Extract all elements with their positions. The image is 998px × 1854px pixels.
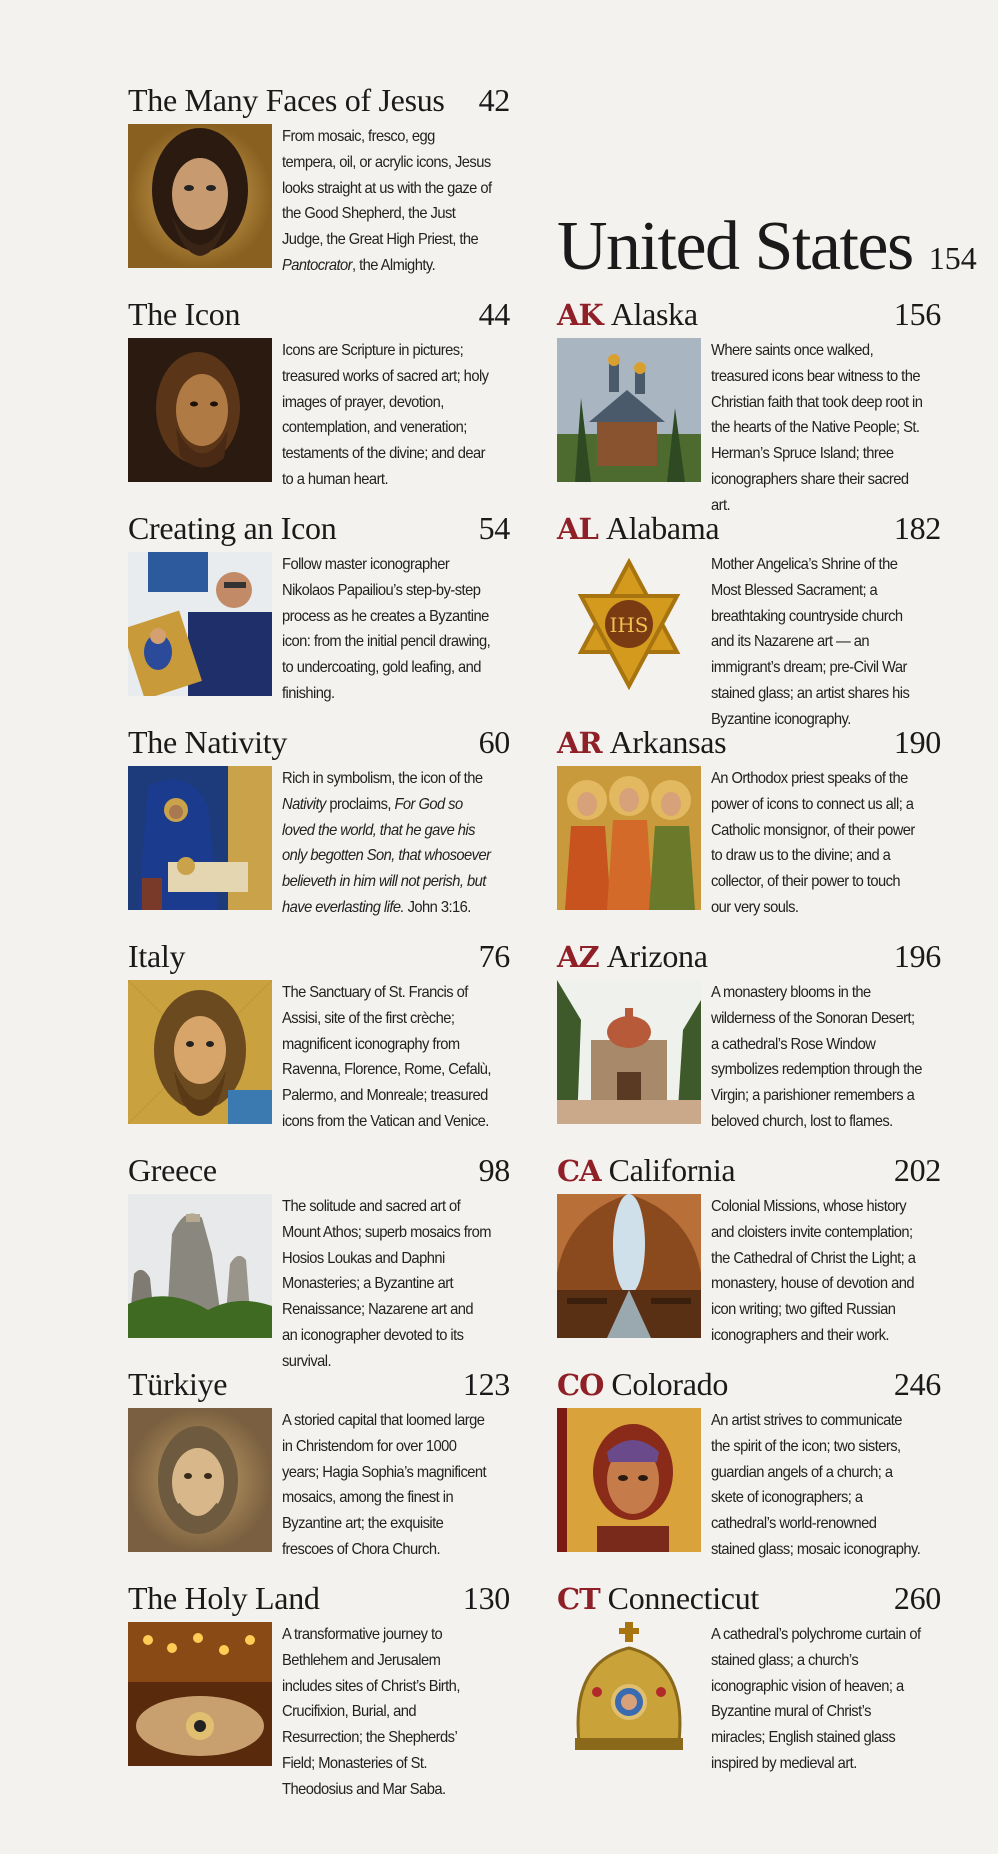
entry-heading [557, 1580, 941, 1620]
entry-heading [128, 938, 510, 978]
description-text: From mosaic, fresco, egg tempera, oil, or acrylic icons, Jesus looks straight at us with the gaze of the Good Shepherd, the Just Judge, the Great High Priest, the [282, 128, 492, 249]
entry-page-number: 123 [462, 1366, 510, 1402]
entry-title-group [128, 296, 240, 332]
entry-title: Arkansas [609, 724, 727, 760]
entry-body [557, 1194, 941, 1349]
entry-title: Türkiye [128, 1366, 228, 1402]
entry-thumbnail-image [557, 766, 701, 910]
entry-heading [128, 1366, 510, 1406]
entry-heading [128, 724, 510, 764]
state-abbreviation: CT [557, 1582, 600, 1616]
toc-entry[interactable] [557, 1152, 941, 1349]
entry-thumbnail-image [128, 1408, 272, 1552]
entry-heading [128, 1152, 510, 1192]
description-text: An Orthodox priest speaks of the power of icons to connect us all; a Catholic monsignor, of their power to draw us to the divine; and a collector, of their power to touch our very souls. [711, 770, 915, 916]
entry-description [711, 1194, 923, 1349]
entry-page-number: 202 [893, 1152, 941, 1188]
entry-description [282, 1194, 492, 1375]
toc-entry[interactable] [128, 1152, 510, 1375]
entry-body [128, 1408, 510, 1563]
toc-entry[interactable] [128, 1580, 510, 1803]
entry-title-group [557, 1366, 728, 1403]
entry-thumbnail-image [557, 1622, 701, 1766]
toc-entry[interactable] [128, 82, 510, 279]
entry-heading [128, 1580, 510, 1620]
entry-body [557, 552, 941, 733]
entry-title: California [608, 1152, 736, 1188]
section-title: United States [557, 208, 913, 285]
entry-description [711, 980, 923, 1135]
entry-page-number: 246 [893, 1366, 941, 1402]
entry-title-group [557, 296, 698, 333]
entry-thumbnail-image [128, 124, 272, 268]
entry-heading [128, 510, 510, 550]
entry-title: Alaska [610, 296, 698, 332]
description-italic-text: Pantocrator [282, 256, 353, 274]
toc-entry[interactable] [128, 938, 510, 1135]
entry-title-group [557, 938, 708, 975]
toc-entry[interactable] [557, 510, 941, 733]
toc-entry[interactable] [128, 510, 510, 707]
entry-body [557, 338, 941, 519]
description-text: Colonial Missions, whose history and cloisters invite contemplation; the Cathedral of Christ the Light; a monastery, house of devotion and icon writing; two gifted Russian iconographers and their work. [711, 1198, 916, 1344]
description-text: Icons are Scripture in pictures; treasured works of sacred art; holy images of prayer, devotion, contemplation, and veneration; testaments of the divine; and dear to a human heart. [282, 342, 489, 488]
description-text: A storied capital that loomed large in Christendom for over 1000 years; Hagia Sophia’s magnificent mosaics, among the finest in Byzantine art; the exquisite frescoes of Chora Church. [282, 1412, 487, 1558]
entry-thumbnail-image [557, 1194, 701, 1338]
entry-body [128, 124, 510, 279]
entry-description [282, 766, 492, 921]
entry-page-number: 54 [478, 510, 510, 546]
entry-description [711, 338, 923, 519]
entry-thumbnail-image [128, 1194, 272, 1338]
state-abbreviation: CA [557, 1154, 601, 1188]
entry-heading [557, 1152, 941, 1192]
entry-page-number: 190 [893, 724, 941, 760]
section-page-number: 154 [928, 240, 977, 276]
entry-thumbnail-image [557, 1408, 701, 1552]
description-text: John 3:16. [404, 898, 471, 916]
entry-page-number: 182 [893, 510, 941, 546]
entry-page-number: 98 [478, 1152, 510, 1188]
entry-description [282, 1622, 492, 1803]
description-italic-text: For God so loved the world, that he gave his only begotten Son, that whosoever believeth in him will not perish, but have everlasting life. [282, 795, 491, 916]
entry-thumbnail-image [128, 1622, 272, 1766]
entry-heading [128, 82, 510, 122]
description-text: proclaims, [325, 795, 395, 813]
entry-heading [557, 296, 941, 336]
toc-entry[interactable] [557, 1366, 941, 1563]
entry-description [282, 338, 492, 493]
entry-description [711, 552, 923, 733]
entry-page-number: 44 [478, 296, 510, 332]
entry-thumbnail-image [128, 766, 272, 910]
entry-heading [557, 1366, 941, 1406]
description-text: Mother Angelica’s Shrine of the Most Blessed Sacrament; a breathtaking countryside church and its Nazarene art — an immigrant’s dream; pre-Civil War stained glass; an artist shares his Byzantine iconography. [711, 556, 910, 728]
entry-thumbnail-image [128, 980, 272, 1124]
entry-body [557, 980, 941, 1135]
state-abbreviation: AZ [557, 940, 599, 974]
entry-description [282, 1408, 492, 1563]
entry-body [557, 766, 941, 921]
description-italic-text: Nativity [282, 795, 326, 813]
entry-thumbnail-image [128, 338, 272, 482]
description-text: The Sanctuary of St. Francis of Assisi, site of the first crèche; magnificent iconography from Ravenna, Florence, Rome, Cefalù, Palermo, and Monreale; treasured icons from the Vatican and Venice. [282, 984, 491, 1130]
description-text: , the Almighty. [352, 256, 436, 274]
entry-title-group [128, 1152, 217, 1188]
entry-thumbnail-image [557, 980, 701, 1124]
state-abbreviation: AR [557, 726, 602, 760]
toc-entry[interactable] [557, 724, 941, 921]
toc-entry[interactable] [557, 1580, 941, 1777]
entry-body [557, 1408, 941, 1563]
entry-title-group [128, 510, 336, 546]
entry-body [128, 338, 510, 493]
description-text: A transformative journey to Bethlehem and Jerusalem includes sites of Christ’s Birth, Crucifixion, Burial, and Resurrection; the Shepherds’ Field; Monasteries of St. Theodosius and Mar Saba. [282, 1626, 460, 1798]
toc-entry[interactable] [557, 296, 941, 519]
entry-thumbnail-image [557, 338, 701, 482]
entry-heading [557, 510, 941, 550]
entry-title: The Icon [128, 296, 241, 332]
entry-description [282, 552, 492, 707]
entry-page-number: 60 [478, 724, 510, 760]
entry-title-group [557, 510, 719, 547]
entry-body [128, 552, 510, 707]
entry-thumbnail-image [557, 552, 701, 696]
entry-title-group [128, 724, 287, 760]
description-text: The solitude and sacred art of Mount Athos; superb mosaics from Hosios Loukas and Daphni Monasteries; a Byzantine art Renaissance; Nazarene art and an iconographer devoted to its survival. [282, 1198, 491, 1370]
state-abbreviation: AK [557, 298, 603, 332]
section-heading-united-states [557, 208, 977, 285]
entry-body [128, 1194, 510, 1375]
toc-entry[interactable] [128, 724, 510, 921]
entry-body [128, 766, 510, 921]
description-text: Follow master iconographer Nikolaos Papailiou’s step-by-step process as he creates a Byzantine icon: from the initial pencil drawing, to undercoating, gold leafing, and finishing. [282, 556, 491, 702]
entry-body [128, 980, 510, 1135]
entry-title: The Many Faces of Jesus [128, 82, 445, 118]
toc-entry[interactable] [128, 296, 510, 493]
entry-title: Connecticut [607, 1580, 759, 1616]
entry-title: The Nativity [128, 724, 288, 760]
entry-heading [557, 724, 941, 764]
entry-title-group [557, 724, 726, 761]
description-text: An artist strives to communicate the spirit of the icon; two sisters, guardian angels of a church; a skete of iconographers; a cathedral’s world-renowned stained glass; mosaic iconography. [711, 1412, 921, 1558]
entry-title: Creating an Icon [128, 510, 337, 546]
entry-body [557, 1622, 941, 1777]
entry-page-number: 42 [478, 82, 510, 118]
entry-title-group [128, 82, 445, 118]
entry-body [128, 1622, 510, 1803]
entry-page-number: 156 [893, 296, 941, 332]
entry-title: Arizona [606, 938, 708, 974]
entry-title-group [557, 1580, 759, 1617]
description-text: A monastery blooms in the wilderness of the Sonoran Desert; a cathedral’s Rose Window symbolizes redemption through the Virgin; a parishioner remembers a beloved church, lost to flames. [711, 984, 922, 1130]
toc-entry[interactable] [128, 1366, 510, 1563]
entry-title-group [128, 938, 185, 974]
description-text: A cathedral’s polychrome curtain of stained glass; a church’s iconographic vision of heaven; a Byzantine mural of Christ’s miracles; English stained glass inspired by medieval art. [711, 1626, 921, 1772]
entry-title: The Holy Land [128, 1580, 320, 1616]
entry-title-group [557, 1152, 735, 1189]
state-abbreviation: AL [557, 512, 598, 546]
entry-title: Colorado [611, 1366, 729, 1402]
entry-description [711, 1622, 923, 1777]
description-text: Rich in symbolism, the icon of the [282, 770, 483, 787]
toc-entry[interactable] [557, 938, 941, 1135]
entry-description [282, 124, 492, 279]
entry-title-group [128, 1580, 320, 1616]
entry-description [711, 1408, 923, 1563]
entry-thumbnail-image [128, 552, 272, 696]
state-abbreviation: CO [557, 1368, 604, 1402]
entry-title: Greece [128, 1152, 217, 1188]
entry-heading [128, 296, 510, 336]
entry-description [711, 766, 923, 921]
entry-page-number: 76 [478, 938, 510, 974]
entry-title: Italy [128, 938, 186, 974]
entry-page-number: 260 [893, 1580, 941, 1616]
svg-text:IHS: IHS [609, 613, 649, 637]
entry-description [282, 980, 492, 1135]
entry-page-number: 130 [462, 1580, 510, 1616]
entry-page-number: 196 [893, 938, 941, 974]
entry-title: Alabama [605, 510, 720, 546]
entry-title-group [128, 1366, 227, 1402]
description-text: Where saints once walked, treasured icons bear witness to the Christian faith that took deep root in the hearts of the Native People; St. Herman’s Spruce Island; three iconographers share their sacred art. [711, 342, 923, 514]
entry-heading [557, 938, 941, 978]
